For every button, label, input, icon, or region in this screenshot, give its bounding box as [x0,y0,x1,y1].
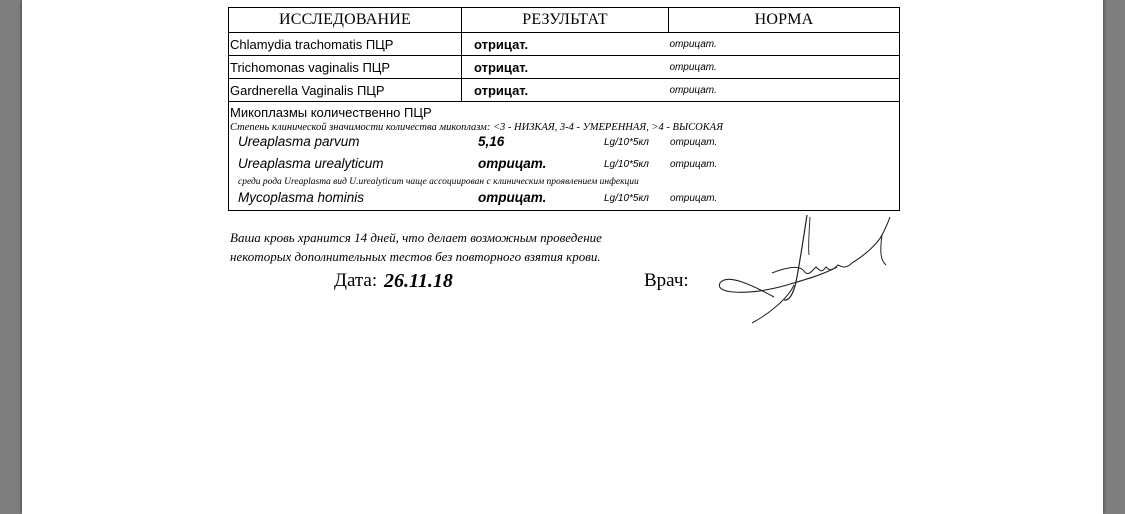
test-norm: отрицат. [669,79,900,102]
header-norm: НОРМА [669,8,900,33]
doctor-label: Врач: [644,270,689,291]
test-name: Trichomonas vaginalis ПЦР [229,56,462,79]
mycoplasma-title: Микоплазмы количественно ПЦР [230,105,432,120]
mycoplasma-scale-note: Степень клинической значимости количества микоплазм: <3 - НИЗКАЯ, 3-4 - УМЕРЕННАЯ, >4 - ВЫСОКАЯ [230,122,723,133]
mycoplasma-section [229,102,900,211]
mycoplasma-row [229,102,900,211]
date-label: Дата: [334,270,378,291]
test-result: отрицат. [462,33,669,56]
table-row [229,33,900,56]
organism-unit: Lg/10*5кл [604,137,649,148]
test-result: отрицат. [462,79,669,102]
test-result: отрицат. [462,56,669,79]
storage-line: некоторых дополнительных тестов без повторного взятия крови. [230,249,601,264]
test-norm: отрицат. [669,33,900,56]
table-row [229,79,900,102]
header-investigation: ИССЛЕДОВАНИЕ [229,8,462,33]
organism-value: отрицат. [478,190,547,205]
organism-norm: отрицат. [670,193,718,204]
date-value: 26.11.18 [384,270,453,292]
storage-line: Ваша кровь хранится 14 дней, что делает возможным проведение [230,230,602,245]
doctor-signature [712,205,892,330]
organism-name: Mycoplasma hominis [238,190,365,205]
test-name: Gardnerella Vaginalis ПЦР [229,79,462,102]
test-name: Chlamydia trachomatis ПЦР [229,33,462,56]
organism-name: Ureaplasma parvum [238,134,360,149]
organism-unit: Lg/10*5кл [604,193,649,204]
organism-name: Ureaplasma urealyticum [238,156,384,171]
blood-storage-notice [230,228,602,266]
test-norm: отрицат. [669,56,900,79]
urealyticum-note: среди рода Ureaplasma вид U.urealyticum чаще ассоциирован с клиническим проявлением инфекции [238,177,639,187]
table-header-row [229,8,900,33]
results-table [228,7,900,211]
header-result: РЕЗУЛЬТАТ [462,8,669,33]
table-row [229,56,900,79]
organism-norm: отрицат. [670,137,718,148]
organism-unit: Lg/10*5кл [604,159,649,170]
organism-value: 5,16 [478,134,505,149]
organism-value: отрицат. [478,156,547,171]
document-page [22,0,1103,514]
organism-norm: отрицат. [670,159,718,170]
